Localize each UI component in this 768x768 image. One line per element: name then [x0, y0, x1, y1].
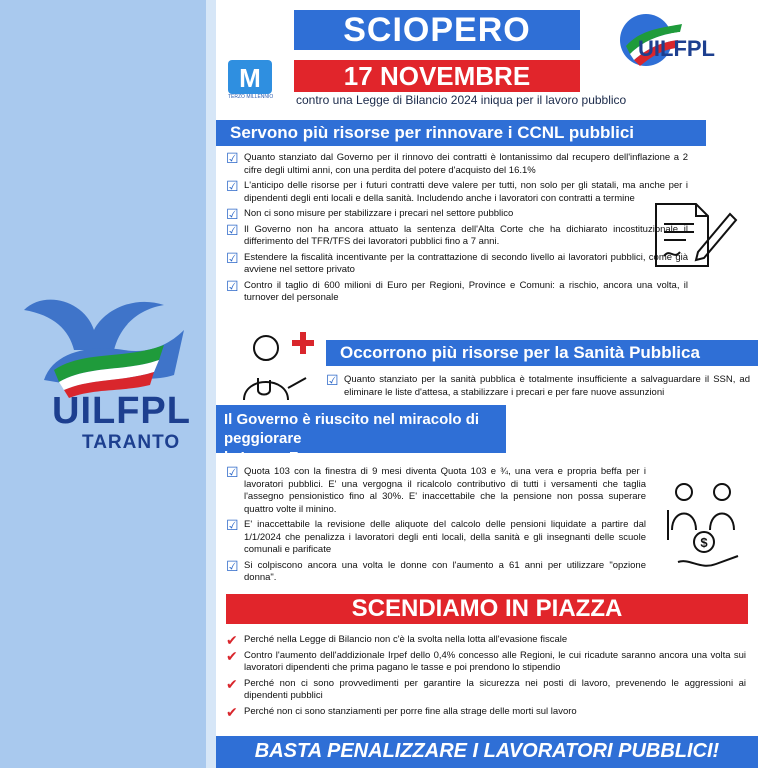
check-icon: ☑ [226, 278, 239, 295]
list-item: ☑ Quota 103 con la finestra di 9 mesi diventa Quota 103 e ¾, una vera e propria beffa per i lavoratori pubblici. E' una vergogna il ricalcolo contributivo di tutti i versamenti che taglia l'assegno pensionistico fino al 30%. E' inaccettabile che la pensione non possa superare quattro volte il minino. [226, 465, 646, 515]
section-fornero-title-line1: Il Governo è riuscito nel miracolo di peggiorare [224, 411, 480, 447]
pensioners-icon [660, 480, 750, 572]
list-item: ✔ Perché non ci sono stanziamenti per porre fine alla strage delle morti sul lavoro [226, 704, 577, 721]
section-ccnl-header: Servono più risorse per rinnovare i CCNL pubblici [216, 120, 706, 146]
contract-signing-icon [646, 200, 738, 270]
section-piazza-header: SCENDIAMO IN PIAZZA [226, 594, 748, 624]
list-item: ✔ Contro l'aumento dell'addizionale Irpef dello 0,4% concesso alle Regioni, le cui ricadute saranno ancora una volta sui lavoratori dipendenti che prima pagano le tasse e poi prendono lo stipendio [226, 648, 746, 673]
check-icon: ☑ [226, 222, 239, 239]
strike-date: 17 NOVEMBRE [294, 60, 580, 92]
check-icon: ✔ [226, 633, 238, 649]
list-item: ☑ Quanto stanziato dal Governo per il rinnovo dei contratti è lontanissimo dal recupero dell'inflazione a 2 cifre degli ultimi anni, con una perdita del potere d'acquisto del 16.1% [226, 151, 688, 176]
check-icon: ☑ [226, 465, 239, 481]
terzo-millennio-logo [228, 60, 272, 100]
check-icon: ✔ [226, 648, 238, 665]
section-fornero-header [216, 405, 506, 466]
uilfpl-logo [612, 12, 738, 68]
check-icon: ☑ [326, 373, 339, 389]
list-item: ☑ Contro il taglio di 600 milioni di Euro per Regioni, Province e Comuni: a rischio, ancora una volta, il turnover del personale [226, 278, 688, 303]
section-sanita-header: Occorrono più risorse per la Sanità Pubblica [326, 340, 758, 366]
section-fornero-list [226, 466, 646, 588]
check-icon: ☑ [226, 518, 239, 534]
footer-banner: BASTA PENALIZZARE I LAVORATORI PUBBLICI! [216, 736, 758, 768]
doctor-icon [236, 330, 316, 402]
poster-subtitle: contro una Legge di Bilancio 2024 iniqua per il lavoro pubblico [296, 93, 627, 107]
list-item: ☑ Si colpiscono ancora una volta le donne con l'aumento a 61 anni per utilizzare "opzione donna". [226, 558, 646, 583]
list-item: ✔ Perché non ci sono provvedimenti per garantire la sicurezza nei posti di lavoro, prevenendo le aggressioni ai dipendenti pubblici [226, 676, 746, 701]
list-item: ☑ Non ci sono misure per stabilizzare i precari nel settore pubblico [226, 207, 514, 223]
list-item: ☑ Estendere la fiscalità incentivante per la contrattazione di secondo livello ai lavoratori pubblici, come già avviene nel settore privato [226, 250, 688, 275]
check-icon: ☑ [226, 151, 239, 167]
strike-poster [206, 0, 768, 768]
list-item: ☑ E' inaccettabile la revisione delle aliquote del calcolo delle pensioni liquidate a partire dal 1/1/2024 che penalizza i lavoratori degli enti locali, della sanità e gli insegnanti delle scuole comunali e parificate [226, 518, 646, 555]
m-logo-icon [228, 60, 272, 94]
section-ccnl-list [226, 152, 688, 308]
check-icon: ☑ [226, 207, 239, 223]
section-sanita-list [326, 374, 750, 402]
m-logo-caption: TERZO MILLENNIO [228, 94, 274, 100]
check-icon: ☑ [226, 250, 239, 267]
uilfpl-taranto-logo [14, 290, 204, 470]
section-piazza-list [226, 634, 746, 721]
svg-text:M: M [239, 63, 261, 93]
poster-title: SCIOPERO [294, 10, 580, 50]
list-item: ✔ Perché nella Legge di Bilancio non c'è la svolta nella lotta all'evasione fiscale [226, 633, 568, 649]
list-item: ☑ Il Governo non ha ancora attuato la sentenza dell'Alta Corte che ha dichiarato incostituzionale il differimento del TFR/TFS dei lavoratori pubblici fino a 7 anni. [226, 222, 688, 247]
left-panel [0, 0, 206, 768]
uilfpl-logo-text: UILFPL [638, 36, 715, 61]
left-logo-text: UILFPL [52, 390, 191, 432]
list-item: ☑ Quanto stanziato per la sanità pubblica è totalmente insufficiente a salvaguardare il SSN, ad eliminare le liste d'attesa, a stabilizzare i precari e per fare nuove assunzioni [326, 373, 750, 398]
wave-flag-icon [14, 290, 204, 400]
check-icon: ✔ [226, 676, 238, 693]
list-item: ☑ L'anticipo delle risorse per i futuri contratti deve valere per tutti, non solo per gli statali, ma anche per i dipendenti degli enti locali e della sanità. Includendo anche i lavoratori con contratti a termine [226, 179, 688, 204]
check-icon: ☑ [226, 179, 239, 195]
svg-text:$: $ [700, 535, 708, 550]
check-icon: ☑ [226, 558, 239, 575]
section-fornero-title-line2: la Legge Fornero [224, 449, 346, 466]
check-icon: ✔ [226, 704, 238, 721]
left-logo-subtitle: TARANTO [82, 432, 181, 453]
